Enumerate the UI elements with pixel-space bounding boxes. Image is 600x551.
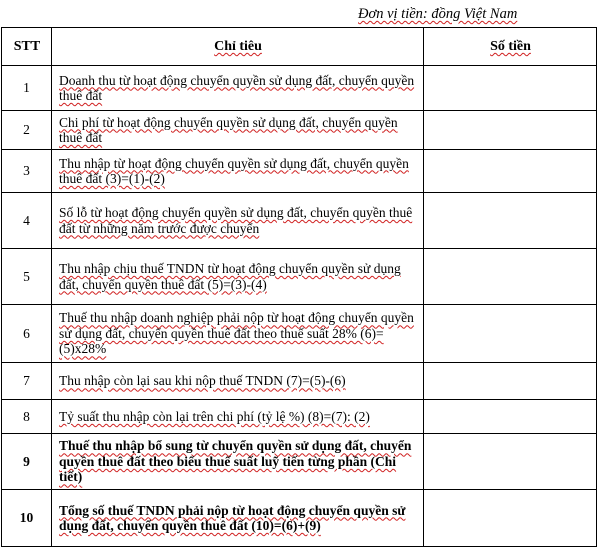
header-amount: Số tiền [424,28,597,66]
row-amount [424,305,597,363]
currency-unit-note: Đơn vị tiền: đồng Việt Nam [358,6,518,22]
row-stt: 10 [2,490,52,547]
row-item-text: Số lỗ từ hoạt động chuyển quyền sử dụng đất, chuyển quyền thuê đất từ những năm trước được chuyển [59,205,413,236]
row-stt: 8 [2,400,52,434]
row-item-text: Tổng số thuế TNDN phải nộp từ hoạt động chuyển quyền sử dụng đất, chuyển quyền thuê đất (10)=(6)+(9) [59,502,406,533]
row-item [52,434,424,490]
row-stt: 4 [2,193,52,249]
row-amount [424,66,597,111]
row-amount [424,150,597,193]
header-stt: STT [2,28,52,66]
row-stt: 5 [2,249,52,305]
table-row [2,363,597,400]
header-item: Chỉ tiêu [52,28,424,66]
table-header-row [2,28,597,66]
table-row [2,193,597,249]
row-item [52,193,424,249]
row-item-text: Doanh thu từ hoạt động chuyển quyền sử dụng đất, chuyển quyền thuê đất [59,72,415,103]
row-item [52,305,424,363]
row-item-text: Thu nhập từ hoạt động chuyển quyền sử dụng đất, chuyển quyền thuê đất (3)=(1)-(2) [59,155,409,186]
table-row [2,150,597,193]
row-amount [424,434,597,490]
row-amount [424,400,597,434]
row-stt: 6 [2,305,52,363]
row-item [52,66,424,111]
row-item-text: Tỷ suất thu nhập còn lại trên chi phí (tỷ lệ %) (8)=(7): (2) [59,408,370,424]
row-item [52,150,424,193]
row-stt: 2 [2,111,52,150]
row-item-text: Thu nhập chịu thuế TNDN từ hoạt động chuyển quyền sử dụng đất, chuyển quyền thuê đất (5)=(3)-(4) [59,261,401,292]
row-amount [424,490,597,547]
row-stt: 9 [2,434,52,490]
row-stt: 1 [2,66,52,111]
row-stt: 7 [2,363,52,400]
row-item [52,490,424,547]
row-stt: 3 [2,150,52,193]
table-row [2,249,597,305]
row-item-text: Thuế thu nhập bổ sung từ chuyển quyền sử dụng đất, chuyển quyền thuê đất theo biểu thuế suất luỹ tiến từng phần (Chi tiết) [59,438,412,485]
row-item-text: Thu nhập còn lại sau khi nộp thuế TNDN (7)=(5)-(6) [59,373,346,389]
row-item [52,400,424,434]
row-amount [424,111,597,150]
tax-report-table [1,27,597,547]
row-amount [424,363,597,400]
table-row [2,66,597,111]
table-row [2,400,597,434]
table-row [2,111,597,150]
table-row [2,490,597,547]
row-amount [424,193,597,249]
row-item-text: Thuế thu nhập doanh nghiệp phải nộp từ hoạt động chuyển quyền sử dụng đất, chuyển quyền thuê đất theo thuế suất 28% (6)=(5)x28% [59,310,414,357]
row-item-text: Chi phí từ hoạt động chuyển quyền sử dụng đất, chuyển quyền thuê đất [59,114,398,145]
row-amount [424,249,597,305]
row-item [52,249,424,305]
table-row [2,305,597,363]
row-item [52,363,424,400]
row-item [52,111,424,150]
table-row [2,434,597,490]
